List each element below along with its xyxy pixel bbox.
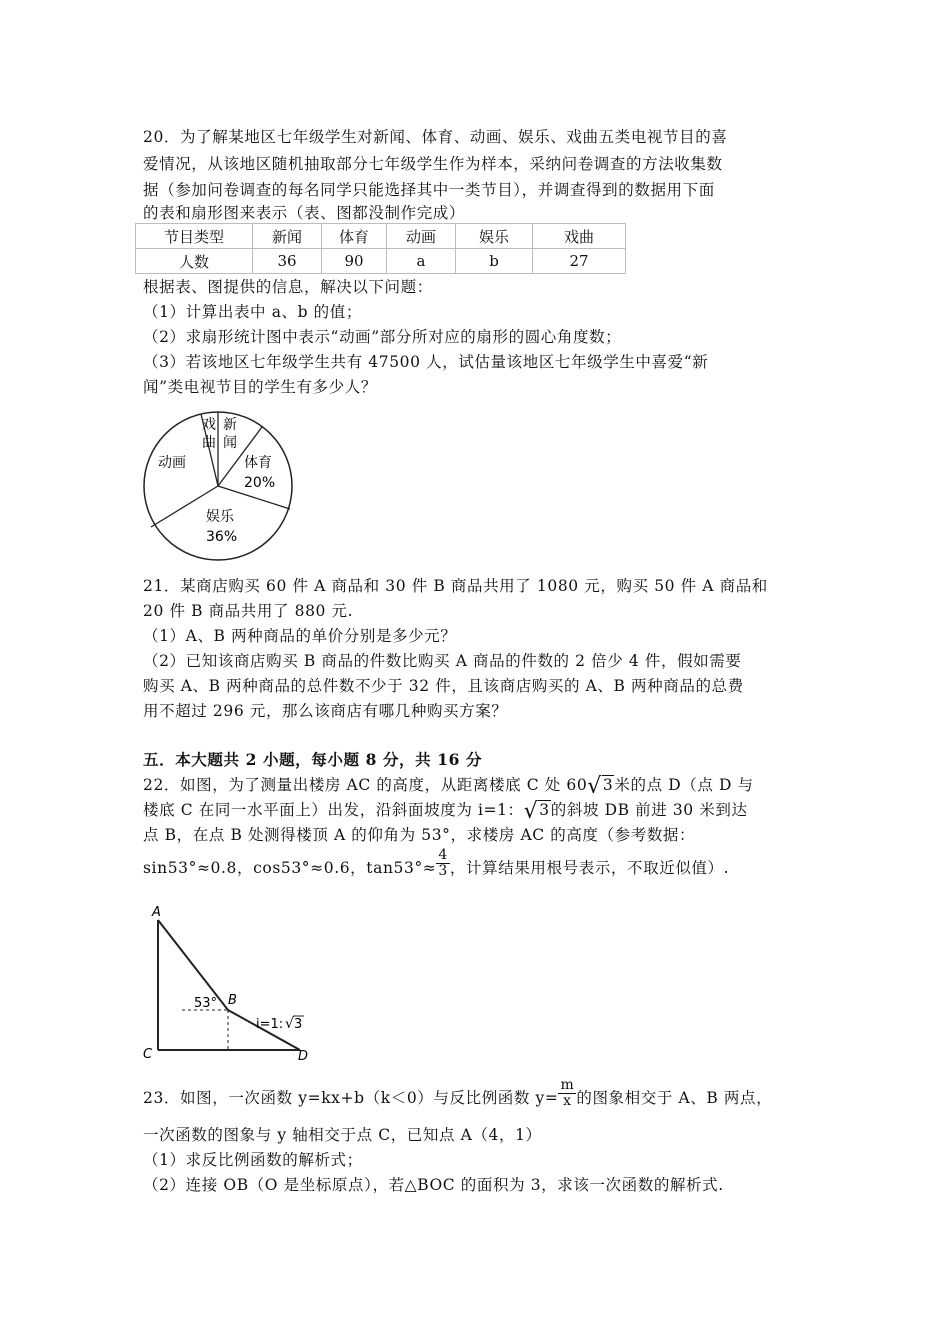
q22-line-1-a: 22．如图，为了测量出楼房 AC 的高度，从距离楼底 C 处 60 [143,776,588,794]
fraction-denominator: x [563,1092,572,1109]
q22-building-figure [138,900,318,1068]
q21-line-1: 21．某商店购买 60 件 A 商品和 30 件 B 商品共用了 1080 元，购买 50 件 A 商品和 [143,577,768,595]
q22-line-3: 点 B，在点 B 处测得楼顶 A 的仰角为 53°，求楼房 AC 的高度（参考数据： [143,826,696,844]
point-a-label: A [152,905,161,920]
q21-line-3: （1）A、B 两种商品的单价分别是多少元？ [143,627,457,645]
slope-radical-sign: √ [285,1016,294,1032]
fraction-numerator: m [560,1076,575,1093]
q20-line-3: 据（参加问卷调查的每名同学只能选择其中一类节目），并调查得到的数据用下面 [143,181,715,199]
sqrt-symbol: √3 [587,774,614,799]
pie-label-xinwen-2: 闻 [223,435,237,451]
q21-line-2: 20 件 B 商品共用了 880 元. [143,602,354,620]
fraction-numerator: 4 [438,846,448,863]
slope-label: i=1: [256,1017,284,1032]
q22-line-4-a: sin53°≈0.8，cos53°≈0.6，tan53°≈ [143,859,437,877]
point-d-label: D [298,1049,309,1064]
q21-line-4: （2）已知该商店购买 B 商品的件数比购买 A 商品的件数的 2 倍少 4 件，假如需要 [143,652,742,670]
q22-line-1 [143,774,754,799]
point-c-label: C [143,1047,153,1062]
q23-line-3: （1）求反比例函数的解析式； [143,1151,363,1169]
table-cell: a [387,249,456,274]
q22-line-2 [143,799,748,824]
q22-line-1-b: 米的点 D（点 D 与 [614,776,754,794]
table-header-row [136,224,626,249]
slope-sqrt-value: 3 [294,1017,303,1032]
table-cell: 动画 [387,224,456,249]
q23-line-1-a: 23．如图，一次函数 y=kx+b（k＜0）与反比例函数 y= [143,1089,559,1107]
q20-line-2: 爱情况，从该地区随机抽取部分七年级学生作为样本，采纳问卷调查的方法收集数 [143,155,723,173]
q20-after-line-3: （2）求扇形统计图中表示“动画”部分所对应的扇形的圆心角度数； [143,328,622,346]
pie-label-yule-pct: 36% [206,529,238,545]
q20-after-line-1: 根据表、图提供的信息，解决以下问题： [143,278,433,296]
table-cell: 戏曲 [533,224,626,249]
table-cell: 人数 [136,249,253,274]
q20-after-line-4: （3）若该地区七年级学生共有 47500 人，试估量该地区七年级学生中喜爱“新 [143,353,709,371]
fraction [558,1078,576,1109]
q20-line-1: 20．为了解某地区七年级学生对新闻、体育、动画、娱乐、戏曲五类电视节目的喜 [143,128,728,146]
q20-after-line-2: （1）计算出表中 a、b 的值； [143,303,362,321]
q22-line-2-a: 楼底 C 在同一水平面上）出发，沿斜面坡度为 i=1： [143,801,524,819]
table-cell: 娱乐 [456,224,533,249]
q20-line-4: 的表和扇形图来表示（表、图都没制作完成） [143,204,466,222]
q22-line-4 [143,846,730,879]
sqrt-symbol: √3 [523,799,550,824]
table-row [136,249,626,274]
q20-data-table [135,223,626,274]
q23-line-1 [143,1076,773,1109]
point-b-label: B [228,993,237,1008]
table-cell: 新闻 [253,224,322,249]
q21-line-6: 用不超过 296 元，那么该商店有哪几种购买方案？ [143,702,508,720]
q20-after-line-5: 闻”类电视节目的学生有多少人？ [143,378,377,396]
table-cell: b [456,249,533,274]
q23-line-1-b: 的图象相交于 A、B 两点， [576,1089,773,1107]
line-ab [158,920,228,1010]
section-5-header: 五．本大题共 2 小题，每小题 8 分，共 16 分 [143,750,483,769]
table-cell: 节目类型 [136,224,253,249]
q22-line-4-b: ，计算结果用根号表示，不取近似值）. [449,859,730,877]
q23-line-2: 一次函数的图象与 y 轴相交于点 C，已知点 A（4，1） [143,1126,542,1144]
table-cell: 90 [322,249,387,274]
table-cell: 36 [253,249,322,274]
pie-label-donghua: 动画 [158,455,186,471]
pie-label-tiyu: 体育 [244,455,272,471]
pie-label-yule: 娱乐 [206,509,234,525]
table-cell: 体育 [322,224,387,249]
table-cell: 27 [533,249,626,274]
q22-line-2-b: 的斜坡 DB 前进 30 米到达 [550,801,748,819]
q20-pie-figure [140,405,300,565]
angle-label: 53° [194,996,218,1011]
q21-line-5: 购买 A、B 两种商品的总件数不少于 32 件，且该商店购买的 A、B 两种商品的总费 [143,677,744,695]
sqrt-value: 3 [539,801,550,819]
fraction-denominator: 3 [438,862,448,879]
pie-label-tiyu-pct: 20% [244,475,276,491]
fraction [436,848,450,879]
sqrt-value: 3 [602,776,614,794]
q23-line-4: （2）连接 OB（O 是坐标原点），若△BOC 的面积为 3，求该一次函数的解析式. [143,1176,724,1194]
pie-label-xiqu-1: 戏 [202,417,216,433]
pie-label-xinwen-1: 新 [223,417,237,433]
pie-label-xiqu-2: 曲 [202,435,216,451]
